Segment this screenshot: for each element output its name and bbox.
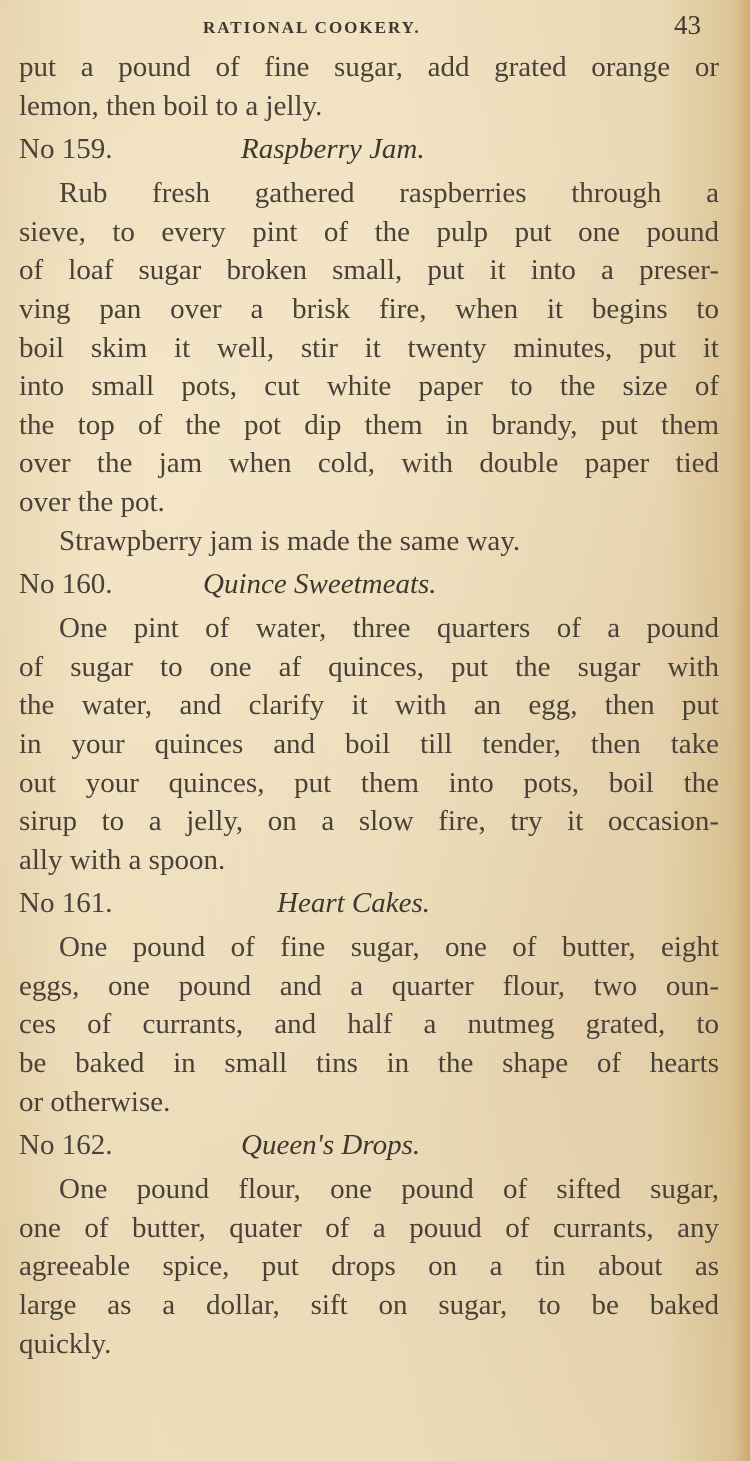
text-line: in your quinces and boil till tender, then take bbox=[19, 727, 719, 760]
recipe-160 bbox=[19, 560, 719, 879]
text-line: or otherwise. bbox=[19, 1085, 171, 1118]
recipe-159 bbox=[19, 125, 719, 560]
recipe-number: No 162. bbox=[19, 1129, 113, 1162]
recipe-title: Queen's Drops. bbox=[241, 1129, 421, 1162]
recipe-number: No 160. bbox=[19, 568, 113, 601]
running-title: RATIONAL COOKERY. bbox=[203, 18, 421, 37]
running-head bbox=[0, 10, 750, 46]
text-line: One pound flour, one pound of sifted sugar, bbox=[59, 1173, 719, 1206]
text-line: boil skim it well, stir it twenty minutes, put it bbox=[19, 331, 719, 364]
text-line: of loaf sugar broken small, put it into a preser- bbox=[19, 254, 719, 287]
text-line: into small pots, cut white paper to the size of bbox=[19, 370, 719, 403]
recipe-number: No 159. bbox=[19, 133, 113, 166]
continued-paragraph bbox=[19, 48, 719, 125]
text-line: of sugar to one af quinces, put the sugar with bbox=[19, 650, 719, 683]
recipe-title: Heart Cakes. bbox=[277, 887, 431, 920]
text-line: one of butter, quater of a pouud of currants, any bbox=[19, 1211, 719, 1244]
text-line: One pint of water, three quarters of a pound bbox=[59, 612, 719, 645]
text-line: Strawpberry jam is made the same way. bbox=[59, 524, 521, 557]
text-line: sieve, to every pint of the pulp put one pound bbox=[19, 215, 719, 248]
recipe-heading bbox=[19, 879, 719, 928]
text-line: ces of currants, and half a nutmeg grated, to bbox=[19, 1008, 719, 1041]
text-line: lemon, then boil to a jelly. bbox=[19, 89, 323, 122]
text-line: quickly. bbox=[19, 1327, 112, 1360]
recipe-number: No 161. bbox=[19, 887, 113, 920]
recipe-heading bbox=[19, 125, 719, 174]
text-line: eggs, one pound and a quarter flour, two oun- bbox=[19, 969, 719, 1002]
recipe-heading bbox=[19, 560, 719, 609]
body-text bbox=[19, 48, 719, 1363]
text-line: ving pan over a brisk fire, when it begins to bbox=[19, 292, 719, 325]
text-line: agreeable spice, put drops on a tin about as bbox=[19, 1250, 719, 1283]
recipe-162 bbox=[19, 1121, 719, 1363]
recipe-161 bbox=[19, 879, 719, 1121]
recipe-heading bbox=[19, 1121, 719, 1170]
text-line: put a pound of fine sugar, add grated orange or bbox=[19, 51, 719, 83]
recipe-title: Quince Sweetmeats. bbox=[203, 568, 437, 601]
text-line: sirup to a jelly, on a slow fire, try it occasion- bbox=[19, 805, 719, 838]
page-edge-shadow bbox=[734, 0, 750, 1461]
text-line: over the pot. bbox=[19, 485, 165, 518]
text-line: One pound of fine sugar, one of butter, eight bbox=[59, 931, 719, 964]
text-line: out your quinces, put them into pots, boil the bbox=[19, 766, 719, 799]
text-line: the water, and clarify it with an egg, then put bbox=[19, 689, 719, 722]
text-line: large as a dollar, sift on sugar, to be baked bbox=[19, 1289, 719, 1322]
text-line: over the jam when cold, with double paper tied bbox=[19, 447, 719, 480]
text-line: the top of the pot dip them in brandy, put them bbox=[19, 408, 719, 441]
page-number: 43 bbox=[674, 10, 701, 40]
text-line: Rub fresh gathered raspberries through a bbox=[59, 177, 719, 210]
recipe-title: Raspberry Jam. bbox=[241, 133, 425, 166]
text-line: ally with a spoon. bbox=[19, 843, 226, 876]
text-line: be baked in small tins in the shape of hearts bbox=[19, 1047, 719, 1080]
